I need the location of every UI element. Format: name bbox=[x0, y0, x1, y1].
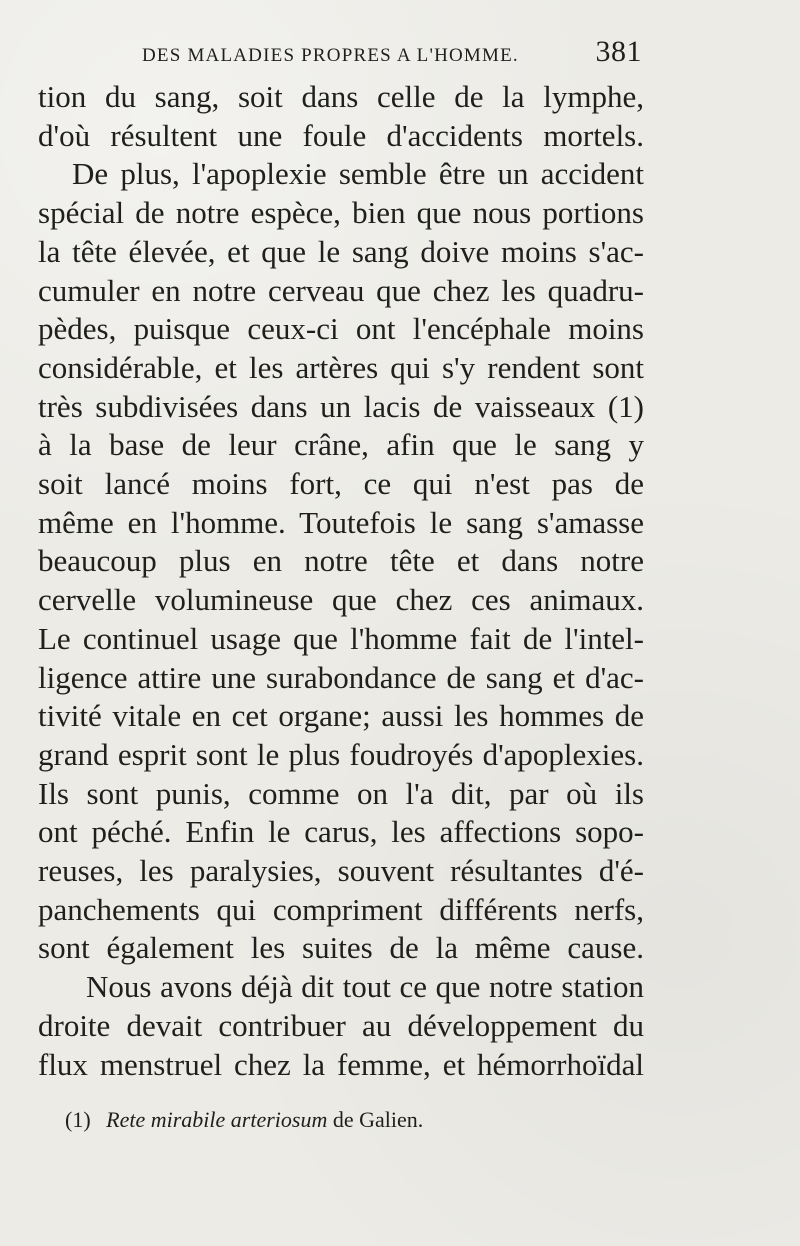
text-line: d'où résultent une foule d'accidents mortels. bbox=[38, 117, 644, 153]
body-text bbox=[38, 78, 644, 1084]
text-line: cervelle volumineuse que chez ces animaux. bbox=[38, 582, 644, 618]
text-line: sont également les suites de la même cause. bbox=[38, 930, 644, 966]
footnote bbox=[65, 1106, 665, 1134]
text-line: De plus, l'apoplexie semble être un accident bbox=[72, 156, 644, 192]
text-line: tion du sang, soit dans celle de la lymphe, bbox=[38, 79, 644, 114]
text-line: ont péché. Enfin le carus, les affections sopo- bbox=[38, 814, 644, 850]
text-line: soit lancé moins fort, ce qui n'est pas de bbox=[38, 466, 644, 502]
footnote-plain-text: de Galien. bbox=[332, 1107, 424, 1132]
text-line: grand esprit sont le plus foudroyés d'apoplexies. bbox=[38, 736, 644, 772]
text-line: la tête élevée, et que le sang doive moins s'ac- bbox=[38, 233, 644, 269]
footnote-marker: (1) bbox=[65, 1107, 91, 1132]
text-line: panchements qui compriment différents nerfs, bbox=[38, 891, 644, 927]
text-line: à la base de leur crâne, afin que le sang y bbox=[38, 427, 644, 463]
text-line: droite devait contribuer au développement du bbox=[38, 1007, 644, 1043]
text-line: flux menstruel chez la femme, et hémorrhoïdal bbox=[38, 1046, 644, 1082]
page-number: 381 bbox=[595, 35, 642, 68]
text-line: spécial de notre espèce, bien que nous portions bbox=[38, 195, 644, 231]
text-line: ligence attire une surabondance de sang et d'ac- bbox=[38, 659, 644, 695]
text-line: pèdes, puisque ceux-ci ont l'encéphale moins bbox=[38, 311, 644, 347]
text-line: même en l'homme. Toutefois le sang s'amasse bbox=[38, 504, 644, 540]
text-line: reuses, les paralysies, souvent résultantes d'é- bbox=[38, 853, 644, 889]
running-title: DES MALADIES PROPRES A L'HOMME. bbox=[142, 45, 519, 66]
text-line: considérable, et les artères qui s'y rendent sont bbox=[38, 349, 644, 385]
text-line: Nous avons déjà dit tout ce que notre station bbox=[86, 969, 644, 1005]
footnote-italic-text: Rete mirabile arteriosum bbox=[106, 1107, 328, 1132]
text-line: tivité vitale en cet organe; aussi les hommes de bbox=[38, 698, 644, 734]
text-line: Ils sont punis, comme on l'a dit, par où ils bbox=[38, 775, 644, 811]
text-line: beaucoup plus en notre tête et dans notre bbox=[38, 543, 644, 579]
running-head bbox=[142, 35, 642, 69]
text-line: Le continuel usage que l'homme fait de l'intel- bbox=[38, 620, 644, 656]
text-line: très subdivisées dans un lacis de vaisseaux (1) bbox=[38, 388, 644, 424]
text-line: cumuler en notre cerveau que chez les quadru- bbox=[38, 272, 644, 308]
